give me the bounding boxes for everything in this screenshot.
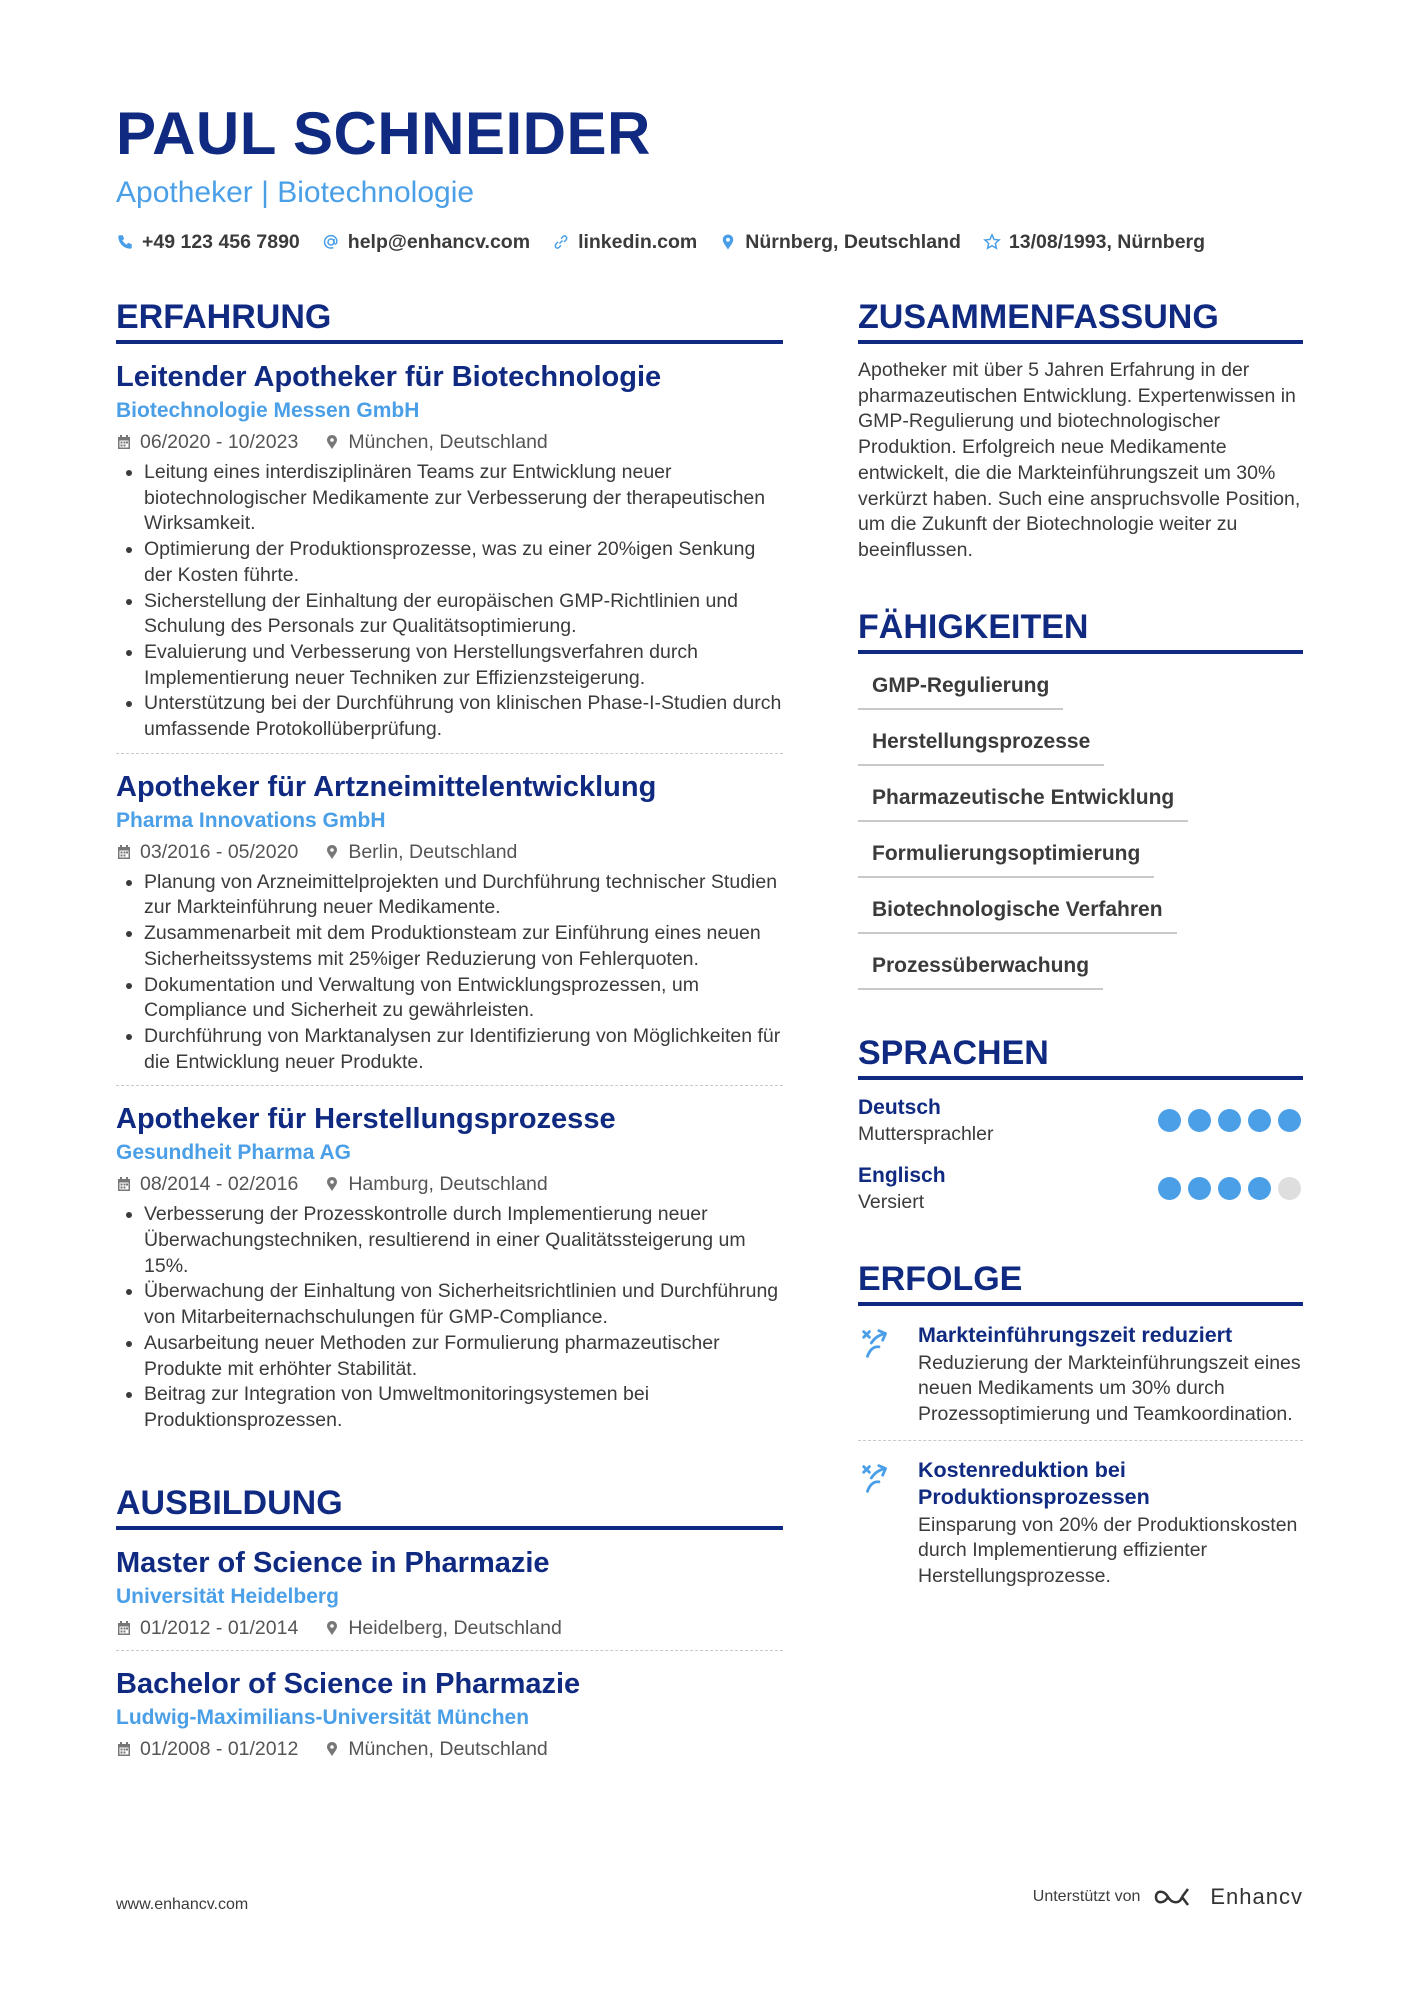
school-name: Universität Heidelberg <box>116 1584 339 1608</box>
link-icon <box>552 233 570 251</box>
email-text: help@enhancv.com <box>347 231 531 253</box>
enhancv-logo-icon <box>1152 1884 1198 1910</box>
bullet: • Zusammenarbeit mit dem Produktionsteam zur Einführung eines neuen Sicherheitssystems mit 25%iger Reduzierung von Fehlerquoten. <box>144 921 783 972</box>
brand-name: Enhancv <box>1210 1884 1303 1909</box>
education-heading: AUSBILDUNG <box>116 1482 783 1530</box>
skill-tag: Herstellungsprozesse <box>858 724 1104 766</box>
skill-tag: Pharmazeutische Entwicklung <box>858 780 1188 822</box>
language-name: Deutsch <box>858 1095 941 1119</box>
company-name: Pharma Innovations GmbH <box>116 808 386 832</box>
bullet: • Ausarbeitung neuer Methoden zur Formulierung pharmazeutischer Produkte mit erhöhter Stabilität. <box>144 1331 783 1382</box>
summary-heading: ZUSAMMENFASSUNG <box>858 296 1303 344</box>
education-location <box>324 1733 547 1765</box>
calendar-icon <box>116 1741 132 1757</box>
trend-arrow-icon <box>858 1459 896 1497</box>
job-meta <box>116 1168 783 1200</box>
education-location-text: München, Deutschland <box>348 1737 548 1760</box>
rating-dot-filled <box>1188 1109 1211 1132</box>
education-entry <box>116 1650 783 1771</box>
education-dates <box>116 1612 298 1644</box>
linkedin-text: linkedin.com <box>578 231 698 253</box>
bullet: • Durchführung von Marktanalysen zur Identifizierung von Möglichkeiten für die Entwicklung neuer Produkte. <box>144 1024 783 1075</box>
job-dates-text: 06/2020 - 10/2023 <box>140 431 299 453</box>
candidate-title: Apotheker | Biotechnologie <box>116 176 475 209</box>
language-entry <box>858 1094 1303 1148</box>
achievement-title: Kostenreduktion bei Produktionsprozessen <box>918 1457 1150 1509</box>
language-entry <box>858 1162 1303 1216</box>
education-meta <box>116 1733 783 1765</box>
calendar-icon <box>116 844 132 860</box>
location-pin-icon <box>324 434 340 450</box>
contact-linkedin[interactable] <box>552 228 697 256</box>
at-icon <box>322 233 340 251</box>
rating-dot-filled <box>1158 1109 1181 1132</box>
bullet: • Verbesserung der Prozesskontrolle durch Implementierung neuer Überwachungstechniken, resultierend in einer Qualitätssteigerung um 15%. <box>144 1202 783 1279</box>
bullet: • Evaluierung und Verbesserung von Herstellungsverfahren durch Implementierung neuer Techniken zur Effizienzsteigerung. <box>144 640 783 691</box>
job-entry <box>116 1085 783 1443</box>
company-name: Biotechnologie Messen GmbH <box>116 399 420 422</box>
job-bullets <box>116 870 783 1076</box>
job-location <box>324 1168 547 1200</box>
education-dates-text: 01/2008 - 01/2012 <box>140 1737 299 1760</box>
job-dates-text: 08/2014 - 02/2016 <box>140 1173 299 1196</box>
job-meta <box>116 836 783 868</box>
footer-website[interactable]: www.enhancv.com <box>116 1896 249 1913</box>
education-location-text: Heidelberg, Deutschland <box>348 1616 562 1639</box>
job-location <box>324 836 517 868</box>
bullet: • Überwachung der Einhaltung von Sicherheitsrichtlinien und Durchführung von Mitarbeiternachschulungen für GMP-Compliance. <box>144 1279 783 1330</box>
job-location <box>324 426 547 458</box>
bullet: • Dokumentation und Verwaltung von Entwicklungsprozessen, um Compliance und Sicherheit zu gewährleisten. <box>144 973 783 1024</box>
job-dates <box>116 1168 298 1200</box>
job-dates <box>116 836 298 868</box>
achievement-description: Reduzierung der Markteinführungszeit eines neuen Medikaments um 30% durch Prozessoptimierung und Teamkoordination. <box>918 1351 1301 1426</box>
calendar-icon <box>116 434 132 450</box>
skill-tag: Formulierungsoptimierung <box>858 836 1154 878</box>
achievement-entry <box>858 1440 1303 1602</box>
skills-heading: FÄHIGKEITEN <box>858 606 1303 654</box>
achievement-description: Einsparung von 20% der Produktionskosten durch Implementierung effizienter Herstellungsprozesse. <box>918 1513 1298 1588</box>
degree-title: Bachelor of Science in Pharmazie <box>116 1667 581 1700</box>
job-dates-text: 03/2016 - 05/2020 <box>140 840 299 863</box>
achievement-icon-wrap <box>858 1457 898 1590</box>
skill-tag: GMP-Regulierung <box>858 668 1063 710</box>
candidate-name: PAUL SCHNEIDER <box>116 100 651 167</box>
skill-tag: Prozessüberwachung <box>858 948 1103 990</box>
footer-branding <box>1033 1884 1303 1910</box>
birth-text: 13/08/1993, Nürnberg <box>1008 231 1206 253</box>
job-location-text: Hamburg, Deutschland <box>348 1173 548 1196</box>
language-rating <box>1158 1177 1301 1200</box>
left-column <box>116 296 783 1771</box>
language-level: Versiert <box>858 1190 925 1213</box>
rating-dot-filled <box>1158 1177 1181 1200</box>
education-location <box>324 1612 562 1644</box>
summary-text: Apotheker mit über 5 Jahren Erfahrung in der pharmazeutischen Entwicklung. Expertenwissen in GMP-Regulierung und biotechnologischer Produktion. Erfolgreich neue Medikamente entwickelt, die die Markteinführungszeit um 30% verkürzt haben. Such eine anspruchsvolle Position, um die Zukunft der Biotechnologie weiter zu beeinflussen. <box>858 359 1301 561</box>
trend-arrow-icon <box>858 1324 896 1362</box>
company-name: Gesundheit Pharma AG <box>116 1141 351 1165</box>
calendar-icon <box>116 1176 132 1192</box>
job-title: Leitender Apotheker für Biotechnologie <box>116 361 662 393</box>
rating-dot-empty <box>1278 1177 1301 1200</box>
bullet: • Planung von Arzneimittelprojekten und Durchführung technischer Studien zur Markteinführung neuer Medikamente. <box>144 870 783 921</box>
bullet: • Unterstützung bei der Durchführung von klinischen Phase-I-Studien durch umfassende Protokollüberprüfung. <box>144 691 783 742</box>
education-dates-text: 01/2012 - 01/2014 <box>140 1616 299 1639</box>
bullet: • Leitung eines interdisziplinären Teams zur Entwicklung neuer biotechnologischer Medikamente zur Verbesserung der therapeutischen Wirksamkeit. <box>144 460 783 537</box>
language-rating <box>1158 1109 1301 1132</box>
job-bullets <box>116 460 783 743</box>
education-dates <box>116 1733 298 1765</box>
job-location-text: München, Deutschland <box>348 431 548 453</box>
school-name: Ludwig-Maximilians-Universität München <box>116 1705 530 1729</box>
skills-list <box>858 668 1303 990</box>
job-location-text: Berlin, Deutschland <box>348 840 518 863</box>
bullet: • Beitrag zur Integration von Umweltmonitoringsystemen bei Produktionsprozessen. <box>144 1382 783 1433</box>
star-icon <box>983 233 1001 251</box>
achievement-icon-wrap <box>858 1322 898 1428</box>
rating-dot-filled <box>1278 1109 1301 1132</box>
rating-dot-filled <box>1248 1109 1271 1132</box>
job-entry <box>116 753 783 1086</box>
rating-dot-filled <box>1218 1177 1241 1200</box>
job-title: Apotheker für Herstellungsprozesse <box>116 1103 616 1136</box>
achievements-heading: ERFOLGE <box>858 1258 1303 1306</box>
rating-dot-filled <box>1248 1177 1271 1200</box>
bullet: • Sicherstellung der Einhaltung der europäischen GMP-Richtlinien und Schulung des Personals zur Qualitätsoptimierung. <box>144 589 783 640</box>
location-text: Nürnberg, Deutschland <box>745 231 961 253</box>
phone-text: +49 123 456 7890 <box>142 231 300 253</box>
contact-phone[interactable] <box>116 228 300 256</box>
education-entry <box>116 1530 783 1650</box>
degree-title: Master of Science in Pharmazie <box>116 1546 550 1579</box>
location-pin-icon <box>719 233 737 251</box>
location-pin-icon <box>324 1620 340 1636</box>
languages-heading: SPRACHEN <box>858 1032 1303 1080</box>
achievement-title: Markteinführungszeit reduziert <box>918 1322 1233 1347</box>
achievement-entry <box>858 1306 1303 1440</box>
job-entry <box>116 344 783 753</box>
language-name: Englisch <box>858 1163 946 1187</box>
powered-by-label: Unterstützt von <box>1032 1888 1141 1905</box>
location-pin-icon <box>324 1741 340 1757</box>
job-dates <box>116 426 298 458</box>
job-title: Apotheker für Artzneimittelentwicklung <box>116 770 657 803</box>
calendar-icon <box>116 1620 132 1636</box>
contact-location <box>719 228 961 256</box>
experience-heading: ERFAHRUNG <box>116 296 783 344</box>
job-meta <box>116 426 783 458</box>
skill-tag: Biotechnologische Verfahren <box>858 892 1177 934</box>
job-bullets <box>116 1202 783 1433</box>
contact-bar <box>116 228 1205 256</box>
location-pin-icon <box>324 1176 340 1192</box>
rating-dot-filled <box>1188 1177 1211 1200</box>
contact-email[interactable] <box>322 228 530 256</box>
right-column <box>858 296 1303 1602</box>
rating-dot-filled <box>1218 1109 1241 1132</box>
phone-icon <box>116 233 134 251</box>
education-meta <box>116 1612 783 1644</box>
language-level: Muttersprachler <box>858 1122 994 1145</box>
bullet: • Optimierung der Produktionsprozesse, was zu einer 20%igen Senkung der Kosten führte. <box>144 537 783 588</box>
contact-birth <box>983 228 1205 256</box>
location-pin-icon <box>324 844 340 860</box>
